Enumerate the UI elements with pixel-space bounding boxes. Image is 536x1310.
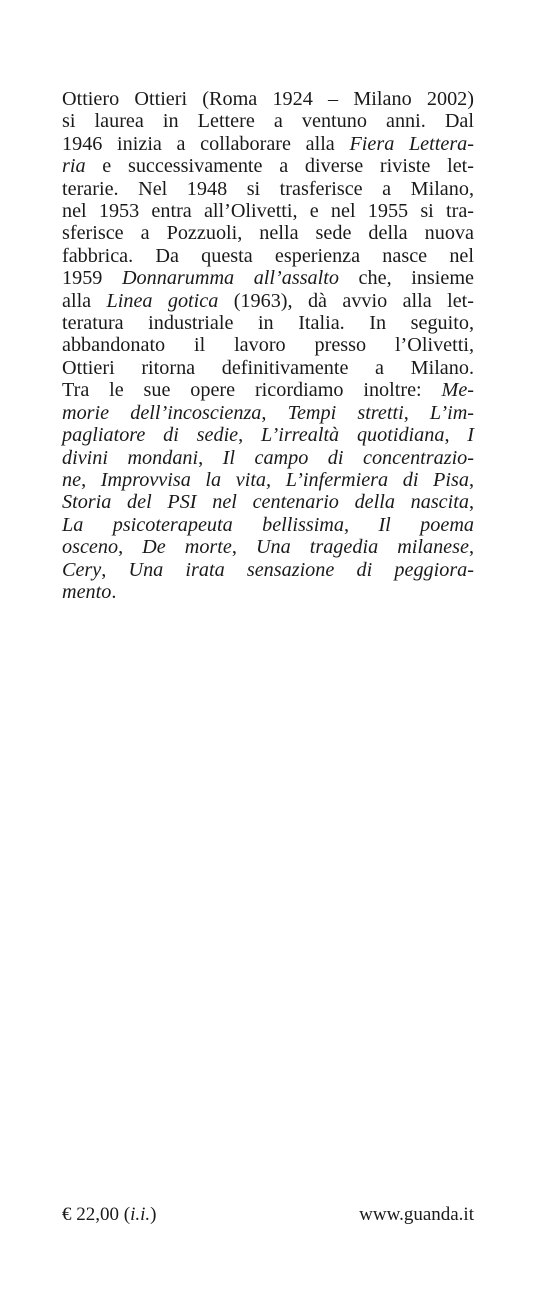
bio-text: . bbox=[111, 580, 117, 603]
bio-text: e successivamente a diverse riviste let- bbox=[85, 155, 474, 178]
bio-text: , bbox=[81, 468, 101, 491]
bio-line bbox=[62, 312, 474, 334]
bio-text: , bbox=[198, 446, 223, 469]
bio-line bbox=[62, 222, 474, 244]
bio-line bbox=[62, 536, 474, 558]
back-cover-footer bbox=[62, 1202, 474, 1228]
bio-line bbox=[62, 110, 474, 132]
bio-italic-text: L’im- bbox=[429, 401, 475, 424]
price-amount: € 22,00 ( bbox=[62, 1204, 131, 1225]
bio-italic-text: I bbox=[467, 424, 475, 447]
bio-line bbox=[62, 581, 474, 603]
bio-text: Tra le sue opere ricordiamo inoltre: bbox=[62, 379, 442, 402]
bio-text: terarie. Nel 1948 si trasferisce a Milano, bbox=[62, 177, 474, 200]
bio-line bbox=[62, 491, 474, 513]
bio-text: alla bbox=[62, 289, 107, 312]
bio-line bbox=[62, 200, 474, 222]
bio-italic-text: Donnarumma all’assalto bbox=[121, 267, 339, 290]
bio-italic-text: ria bbox=[62, 155, 86, 178]
bio-text: si laurea in Lettere a ventuno anni. Dal bbox=[62, 110, 474, 133]
bio-text: , bbox=[444, 424, 468, 447]
bio-italic-text: Tempi stretti bbox=[287, 401, 404, 424]
bio-italic-text: Me- bbox=[441, 379, 474, 402]
price-close-paren: ) bbox=[150, 1204, 157, 1225]
bio-italic-text: pagliatore di sedie bbox=[62, 424, 239, 447]
bio-italic-text: osceno bbox=[62, 536, 119, 559]
bio-italic-text: La psicoterapeuta bellissima bbox=[62, 513, 344, 536]
bio-text: 1946 inizia a collaborare alla bbox=[62, 132, 350, 155]
bio-text: , bbox=[238, 424, 262, 447]
bio-italic-text: Cery bbox=[62, 558, 102, 581]
bio-line bbox=[62, 514, 474, 536]
price-tax-note: i.i. bbox=[130, 1204, 151, 1225]
bio-text: Ottiero Ottieri (Roma 1924 – Milano 2002) bbox=[62, 88, 474, 110]
bio-italic-text: ne bbox=[62, 468, 82, 491]
bio-italic-text: Improvvisa la vita, L’infermiera di Pisa bbox=[100, 468, 469, 491]
bio-text: , bbox=[403, 401, 430, 424]
bio-italic-text: Il poema bbox=[378, 513, 474, 536]
bio-italic-text: Linea gotica bbox=[106, 289, 219, 312]
bio-line bbox=[62, 402, 474, 424]
bio-italic-text: morie dell’incoscienza bbox=[62, 401, 262, 424]
bio-line bbox=[62, 88, 474, 110]
bio-line bbox=[62, 559, 474, 581]
bio-line bbox=[62, 379, 474, 401]
bio-text: , bbox=[261, 401, 288, 424]
bio-text: , bbox=[231, 536, 256, 559]
bio-line bbox=[62, 447, 474, 469]
bio-line bbox=[62, 245, 474, 267]
bio-text: 1959 bbox=[62, 267, 122, 290]
bio-line bbox=[62, 424, 474, 446]
bio-italic-text: Fiera Lettera- bbox=[349, 132, 474, 155]
bio-text: , bbox=[468, 468, 474, 491]
bio-italic-text: L’irrealtà quotidiana bbox=[261, 424, 445, 447]
bio-text: , bbox=[343, 513, 379, 536]
bio-line bbox=[62, 290, 474, 312]
bio-text: , bbox=[118, 536, 143, 559]
bio-text: abbandonato il lavoro presso l’Olivetti, bbox=[62, 334, 474, 357]
bio-italic-text: divini mondani bbox=[62, 446, 199, 469]
bio-text: che, insieme bbox=[338, 267, 474, 290]
bio-italic-text: Una tragedia milanese bbox=[255, 536, 469, 559]
author-biography bbox=[62, 88, 474, 603]
bio-line bbox=[62, 334, 474, 356]
bio-line bbox=[62, 133, 474, 155]
bio-text: teratura industriale in Italia. In seguito, bbox=[62, 312, 474, 335]
bio-text: , bbox=[468, 536, 475, 559]
bio-text: (1963), dà avvio alla let- bbox=[218, 289, 475, 312]
bio-italic-text: mento bbox=[62, 580, 112, 603]
bio-line bbox=[62, 267, 474, 289]
bio-italic-text: Storia del PSI nel centenario della nascita bbox=[62, 491, 469, 514]
bio-text: nel 1953 entra all’Olivetti, e nel 1955 si tra- bbox=[62, 200, 474, 223]
bio-line bbox=[62, 178, 474, 200]
bio-italic-text: Una irata sensazione di peggiora- bbox=[128, 558, 475, 581]
bio-line bbox=[62, 469, 474, 491]
bio-text: Ottieri ritorna definitivamente a Milano. bbox=[62, 356, 474, 379]
publisher-website: www.guanda.it bbox=[359, 1204, 474, 1225]
bio-italic-text: De morte bbox=[142, 536, 232, 559]
bio-line bbox=[62, 357, 474, 379]
bio-text: sferisce a Pozzuoli, nella sede della nuova bbox=[62, 222, 474, 245]
bio-text: , bbox=[468, 491, 474, 514]
bio-text: , bbox=[101, 558, 129, 581]
price-label bbox=[62, 1202, 156, 1228]
bio-text: fabbrica. Da questa esperienza nasce nel bbox=[62, 244, 474, 267]
bio-italic-text: Il campo di concentrazio- bbox=[222, 446, 474, 469]
bio-line bbox=[62, 155, 474, 177]
